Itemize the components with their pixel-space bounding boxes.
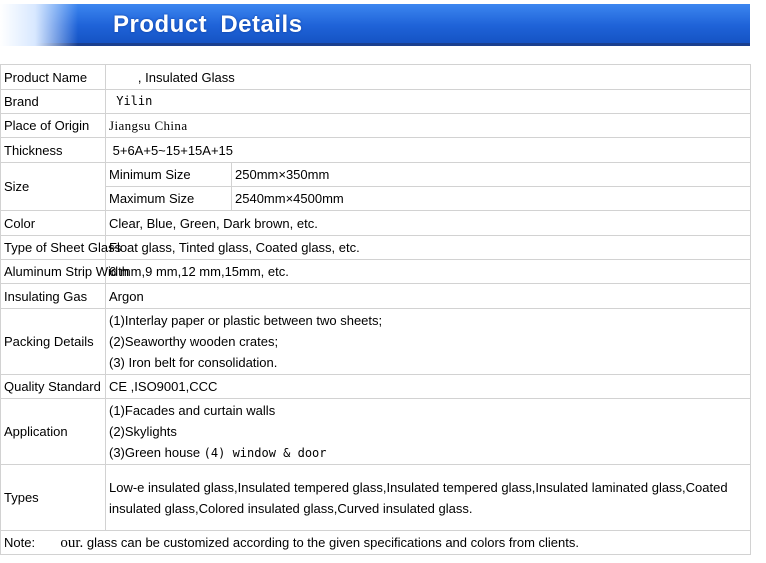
quality-value: CE ,ISO9001,CCC [106, 375, 751, 399]
table-row [1, 375, 751, 399]
table-row [1, 260, 751, 284]
packing-line-1: (1)Interlay paper or plastic between two sheets; [109, 313, 383, 328]
application-line-2: (2)Skylights [109, 423, 177, 439]
row-label-origin: Place of Origin [1, 114, 106, 138]
table-row [1, 211, 751, 236]
table-row [1, 90, 751, 114]
row-label-packing: Packing Details [1, 309, 106, 375]
row-label-strip-width: Aluminum Strip Width [1, 260, 106, 284]
spec-table [0, 64, 751, 555]
table-row [1, 187, 751, 211]
packing-line-2: (2)Seaworthy wooden crates; [109, 334, 279, 349]
row-label-sheet-glass: Type of Sheet Glass [1, 236, 106, 260]
application-line-1: (1)Facades and curtain walls [109, 402, 276, 418]
gas-value: Argon [106, 284, 751, 309]
note-value: glass can be customized according to the given specifications and colors from clients. [83, 534, 579, 550]
row-label-gas: Insulating Gas [1, 284, 106, 309]
application-line-3: (3)Green house (4) window & door [109, 444, 327, 460]
row-label-application: Application [1, 399, 106, 465]
origin-value: Jiangsu China [106, 114, 751, 138]
product-name-value: , Insulated Glass [106, 65, 751, 90]
size-min-value: 250mm×350mm [232, 163, 751, 187]
table-row [1, 465, 751, 531]
note-label: Note: [4, 534, 36, 550]
application-value [106, 399, 751, 465]
header-banner [0, 4, 750, 46]
row-label-size: Size [1, 163, 106, 211]
row-label-color: Color [1, 211, 106, 236]
note-our: our. [60, 534, 84, 551]
application-window-door: (4) window & door [203, 445, 327, 460]
brand-value: Yilin [106, 90, 751, 114]
table-row [1, 309, 751, 375]
packing-line-3: (3) Iron belt for consolidation. [109, 355, 278, 370]
table-row [1, 114, 751, 138]
size-min-label: Minimum Size [106, 163, 232, 187]
table-row [1, 65, 751, 90]
packing-value [106, 309, 751, 375]
table-row [1, 163, 751, 187]
table-row [1, 138, 751, 163]
page-title: Product Details [113, 11, 303, 38]
table-row [1, 284, 751, 309]
table-row [1, 236, 751, 260]
color-value: Clear, Blue, Green, Dark brown, etc. [106, 211, 751, 236]
row-label-brand: Brand [1, 90, 106, 114]
table-row [1, 399, 751, 465]
row-label-quality: Quality Standard [1, 375, 106, 399]
size-max-value: 2540mm×4500mm [232, 187, 751, 211]
size-max-label: Maximum Size [106, 187, 232, 211]
thickness-value: 5+6A+5~15+15A+15 [106, 138, 751, 163]
table-row [1, 531, 751, 555]
types-value: Low-e insulated glass,Insulated tempered glass,Insulated tempered glass,Insulated laminated glass,Coated insulated glass,Colored insulated glass,Curved insulated glass. [106, 465, 751, 531]
sheet-glass-value: Float glass, Tinted glass, Coated glass, etc. [106, 236, 751, 260]
row-label-product-name: Product Name [1, 65, 106, 90]
note-row [1, 531, 751, 555]
banner-fade [0, 4, 78, 46]
row-label-types: Types [1, 465, 106, 531]
strip-width-value: 6 mm,9 mm,12 mm,15mm, etc. [106, 260, 751, 284]
row-label-thickness: Thickness [1, 138, 106, 163]
